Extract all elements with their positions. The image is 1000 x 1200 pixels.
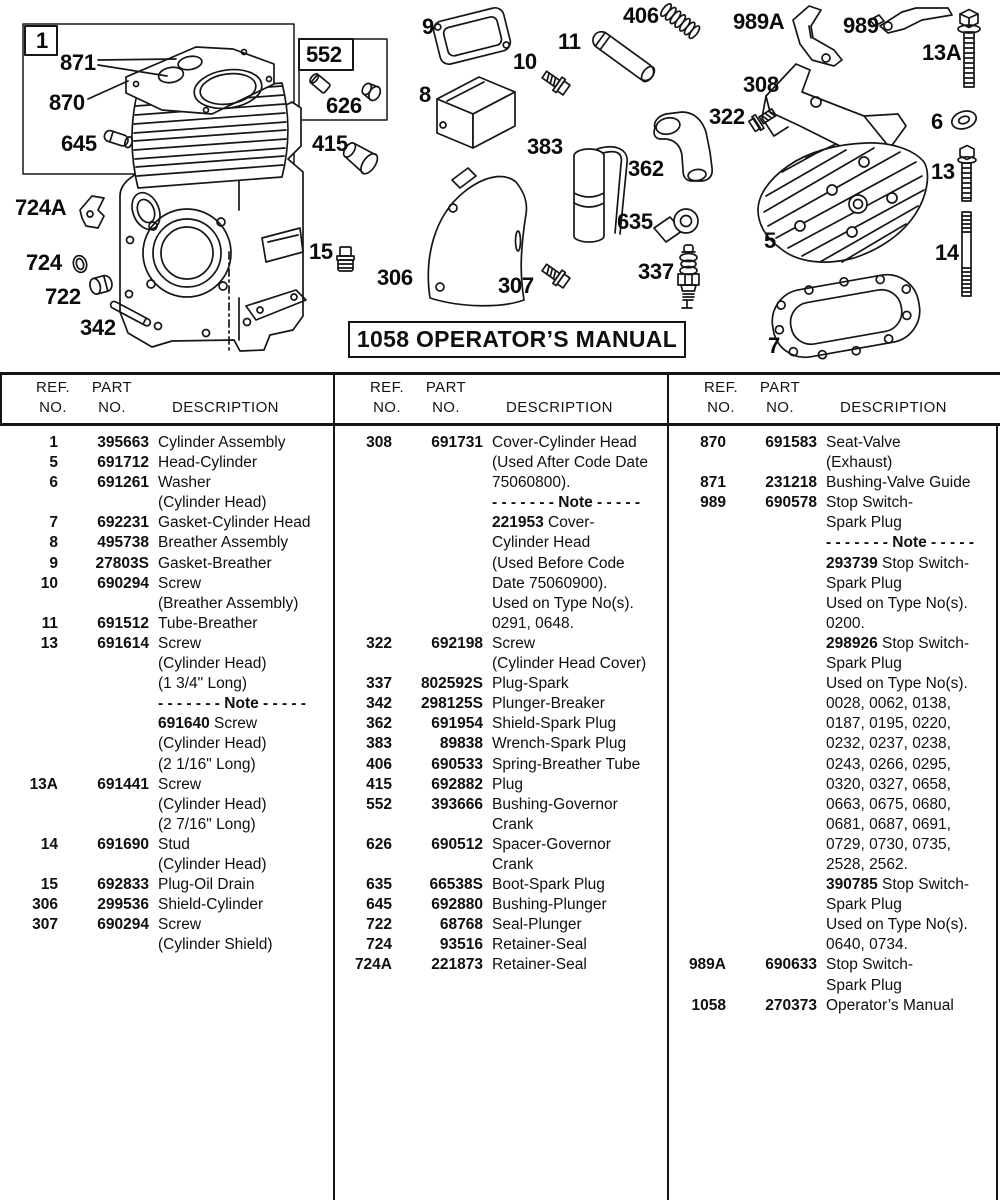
ref-no-cell: 989 [700,494,726,512]
callout-722: 722 [45,284,81,309]
ref-no-cell: 871 [700,474,726,492]
callout-13: 13 [931,159,955,184]
ref-no-cell: 11 [41,614,58,632]
ref-no-cell: 337 [366,675,392,693]
callout-626: 626 [326,93,362,118]
part-no-cell: 690578 [765,494,817,512]
callout-362: 362 [628,156,664,181]
ref-no-cell: 635 [366,876,392,894]
seal-ring-724-drawing [72,254,89,274]
table-row [334,915,667,935]
callout-989a: 989A [733,9,785,34]
table-row [334,795,667,835]
table-row [0,875,333,895]
parts-column-2 [334,433,667,976]
description-cell: Gasket-Cylinder Head [158,514,311,532]
cylinder-head-5-drawing [758,143,927,262]
ref-no-cell: 415 [366,775,392,793]
ref-no-cell: 1 [49,434,58,451]
oil-drain-plug-15-drawing [337,247,354,271]
shield-screw-307-drawing [540,261,571,290]
ref-no-cell: 1058 [691,996,726,1014]
ref-no-cell: 322 [366,634,392,652]
callout-635: 635 [617,209,653,234]
description-cell: Cover-Cylinder Head (Used After Code Date 75060800). - - - - - - - Note - - - - - 221953 Cover- Cylinder Head (Used Before Code Date 75060900). Used on Type No(s). 0291, 0648. [492,434,648,632]
stop-switch-bracket-989a-drawing [793,6,842,66]
part-no-cell: 692198 [431,634,483,652]
ref-no-cell: 14 [40,835,58,853]
table-row [334,935,667,955]
table-row [334,775,667,795]
description-cell: Screw (Breather Assembly) [158,574,299,612]
ref-no-cell: 8 [49,534,58,552]
callout-989: 989 [843,13,879,38]
table-row [334,755,667,775]
ref-no-cell: 362 [366,715,392,733]
part-no-cell: 691712 [97,454,149,472]
description-cell: Boot-Spark Plug [492,876,605,894]
part-no-cell: 27803S [95,554,149,572]
part-no-cell: 68768 [439,916,483,934]
description-cell: Plug-Oil Drain [158,876,255,894]
table-row [0,473,333,513]
ref-no-cell: 722 [366,916,392,934]
description-cell: Shield-Spark Plug [492,715,617,733]
table-row [668,493,1000,955]
part-no-cell: 495738 [97,534,149,552]
callout-8: 8 [419,82,431,107]
governor-crank-bushing-552-drawing [308,72,330,93]
description-cell: Plug [492,775,524,793]
table-header-col-3: REF. NO. PART NO. DESCRIPTION [703,379,947,416]
part-no-cell: 89838 [439,735,483,753]
plunger-bushing-645-drawing [103,129,134,148]
part-no-cell: 691690 [97,835,149,853]
part-no-cell: 298125S [420,695,483,713]
ref-no-cell: 5 [49,454,58,472]
callout-306: 306 [377,265,413,290]
description-cell: Stud (Cylinder Head) [158,835,267,873]
ref-no-cell: 342 [366,695,392,713]
description-cell: Tube-Breather [158,614,258,632]
callout-13a: 13A [922,40,962,65]
ref-no-cell: 552 [366,795,392,813]
callout-15: 15 [309,239,333,264]
ref-no-cell: 989A [688,956,726,974]
description-cell: Spring-Breather Tube [492,755,641,773]
description-cell: Bushing-Governor Crank [492,795,618,833]
callout-10: 10 [513,49,537,74]
part-no-cell: 393666 [431,795,483,813]
table-row [334,895,667,915]
description-cell: Wrench-Spark Plug [492,735,627,753]
callout-552: 552 [306,42,342,67]
head-bolt-13-drawing [958,146,976,202]
callout-6: 6 [931,109,943,134]
table-row [0,433,333,453]
part-no-cell: 270373 [765,996,817,1014]
table-row [0,915,333,955]
parts-column-3 [668,433,1000,1016]
part-no-cell: 690294 [97,574,149,592]
part-no-cell: 691614 [97,634,149,652]
description-cell: Cylinder Assembly [158,434,286,451]
part-no-cell: 690294 [97,916,149,934]
ref-no-cell: 15 [40,876,58,894]
description-cell: Bushing-Valve Guide [826,474,971,492]
part-no-cell: 690512 [431,835,483,853]
retainer-724a-drawing [80,196,104,228]
ref-no-cell: 870 [700,434,726,451]
ref-no-cell: 724 [366,936,392,954]
operators-manual-label: 1058 OPERATOR’S MANUAL [348,321,686,358]
table-header-rule [0,423,1000,426]
part-no-cell: 692833 [97,876,149,894]
table-row [0,895,333,915]
description-cell: Stop Switch- Spark Plug [826,956,914,994]
table-row [334,694,667,714]
description-cell: Retainer-Seal [492,956,587,974]
spark-plug-boot-635-drawing [654,209,698,242]
description-cell: Retainer-Seal [492,936,587,954]
part-no-cell: 691731 [431,434,483,451]
description-cell: Screw (Cylinder Head Cover) [492,634,647,673]
callout-308: 308 [743,72,779,97]
table-row [0,775,333,835]
part-no-cell: 691441 [97,775,149,793]
leader-line-870 [88,81,128,99]
table-row [334,433,667,634]
table-row [0,533,333,553]
spark-plug-337-drawing [678,245,699,308]
head-stud-14-drawing [962,212,971,296]
ref-no-cell: 308 [366,434,392,451]
description-cell: Breather Assembly [158,534,289,552]
part-no-cell: 691261 [97,474,149,492]
part-no-cell: 690533 [431,755,483,773]
description-cell: Screw (Cylinder Head) (1 3/4" Long) - - - - - - - Note - - - - - 691640 Screw (Cylinder Head) (2 1/16" Long) [158,634,307,773]
description-cell: Stop Switch- Spark Plug - - - - - - - Note - - - - - 293739 Stop Switch- Spark Plug Used on Type No(s). 0200. 298926 Stop Switch- Spark Plug Used on Type No(s). 0028, 0062, 0138, 0187, 0195, 0220, 0232, 0237, 0238, 0243, 0266, 0295, 0320, 0327, 0658, 0663, 0675, 0680, 0681, 0687, 0691, 0729, 0730, 0735, 2528, 2562. 390785 Stop Switch- Spark Plug Used on Type No(s). 0640, 0734. [826,494,975,954]
part-no-cell: 691512 [97,614,149,632]
part-no-cell: 231218 [765,474,817,492]
callout-337: 337 [638,259,674,284]
table-row [0,513,333,533]
part-no-cell: 93516 [439,936,483,954]
head-gasket-7-drawing [767,266,926,369]
callout-415: 415 [312,131,348,156]
description-cell: Shield-Cylinder [158,896,264,914]
table-row [334,875,667,895]
description-cell: Head-Cylinder [158,454,258,472]
callout-307: 307 [498,273,534,298]
table-row [668,996,1000,1016]
breather-assembly-8-drawing [437,77,515,148]
table-row [0,453,333,473]
description-cell: Seal-Plunger [492,916,582,934]
callout-5: 5 [764,228,776,253]
table-header-col-2: REF. NO. PART NO. DESCRIPTION [369,379,613,416]
callout-383: 383 [527,134,563,159]
callout-406: 406 [623,3,659,28]
description-cell: Plug-Spark [492,675,569,693]
breather-screw-10-drawing [540,68,571,97]
ref-no-cell: 645 [366,896,392,914]
callout-11: 11 [558,29,581,54]
part-no-cell: 802592S [420,675,483,693]
ref-no-cell: 307 [32,916,58,934]
description-cell: Bushing-Plunger [492,896,607,914]
part-no-cell: 299536 [97,896,149,914]
description-cell: Screw (Cylinder Shield) [158,916,273,954]
ref-no-cell: 7 [49,514,58,532]
table-row [334,714,667,734]
callout-9: 9 [422,14,434,39]
callout-871: 871 [60,50,96,75]
part-no-cell: 395663 [97,434,149,451]
head-washer-6-drawing [949,108,978,132]
table-row [0,835,333,875]
description-cell: Operator’s Manual [826,996,954,1014]
table-row [668,955,1000,995]
callout-7: 7 [768,333,780,358]
ref-no-cell: 306 [32,896,58,914]
ref-no-cell: 406 [366,755,392,773]
part-no-cell: 66538S [429,876,483,894]
ref-no-cell: 10 [40,574,58,592]
description-cell: Plunger-Breaker [492,695,605,713]
parts-diagram-illustration [0,0,1000,372]
callout-322: 322 [709,104,745,129]
part-no-cell: 691583 [765,434,817,451]
table-row [0,554,333,574]
table-row [668,473,1000,493]
ref-no-cell: 6 [49,474,58,492]
ref-no-cell: 13A [29,775,58,793]
part-no-cell: 691954 [431,715,483,733]
head-cover-bracket-308-drawing [762,64,906,150]
ref-no-cell: 626 [366,835,392,853]
ref-no-cell: 724A [354,956,392,974]
callout-724a: 724A [15,195,67,220]
table-row [334,674,667,694]
table-row [334,634,667,674]
callout-724: 724 [26,250,62,275]
table-row [334,955,667,975]
governor-crank-spacer-626-drawing [360,81,383,103]
part-no-cell: 692231 [97,514,149,532]
callout-1: 1 [36,28,48,53]
plunger-seal-722-drawing [88,274,113,295]
part-no-cell: 690633 [765,956,817,974]
description-cell: Gasket-Breather [158,554,272,572]
callout-14: 14 [935,240,959,265]
table-row [668,433,1000,473]
part-no-cell: 221873 [431,956,483,974]
description-cell: Screw (Cylinder Head) (2 7/16" Long) [158,775,267,833]
table-row [0,634,333,775]
stop-switch-bracket-989-drawing [870,8,952,33]
description-cell: Washer (Cylinder Head) [158,474,267,512]
breather-spring-406-drawing [659,2,701,40]
part-no-cell: 692880 [431,896,483,914]
table-header [0,375,1000,423]
breather-tube-11-drawing [590,28,657,83]
table-row [334,734,667,754]
table-row [334,835,667,875]
table-row [0,614,333,634]
description-cell: Seat-Valve (Exhaust) [826,434,901,472]
ref-no-cell: 383 [366,735,392,753]
callout-342: 342 [80,315,116,340]
ref-no-cell: 13 [40,634,58,652]
description-cell: Spacer-Governor Crank [492,835,611,873]
breather-gasket-9-drawing [432,6,513,66]
ref-no-cell: 9 [49,554,58,572]
callout-645: 645 [61,131,97,156]
parts-column-1 [0,433,333,955]
part-no-cell: 692882 [431,775,483,793]
callout-870: 870 [49,90,85,115]
table-row [0,574,333,614]
table-header-col-1: REF. NO. PART NO. DESCRIPTION [35,379,279,416]
